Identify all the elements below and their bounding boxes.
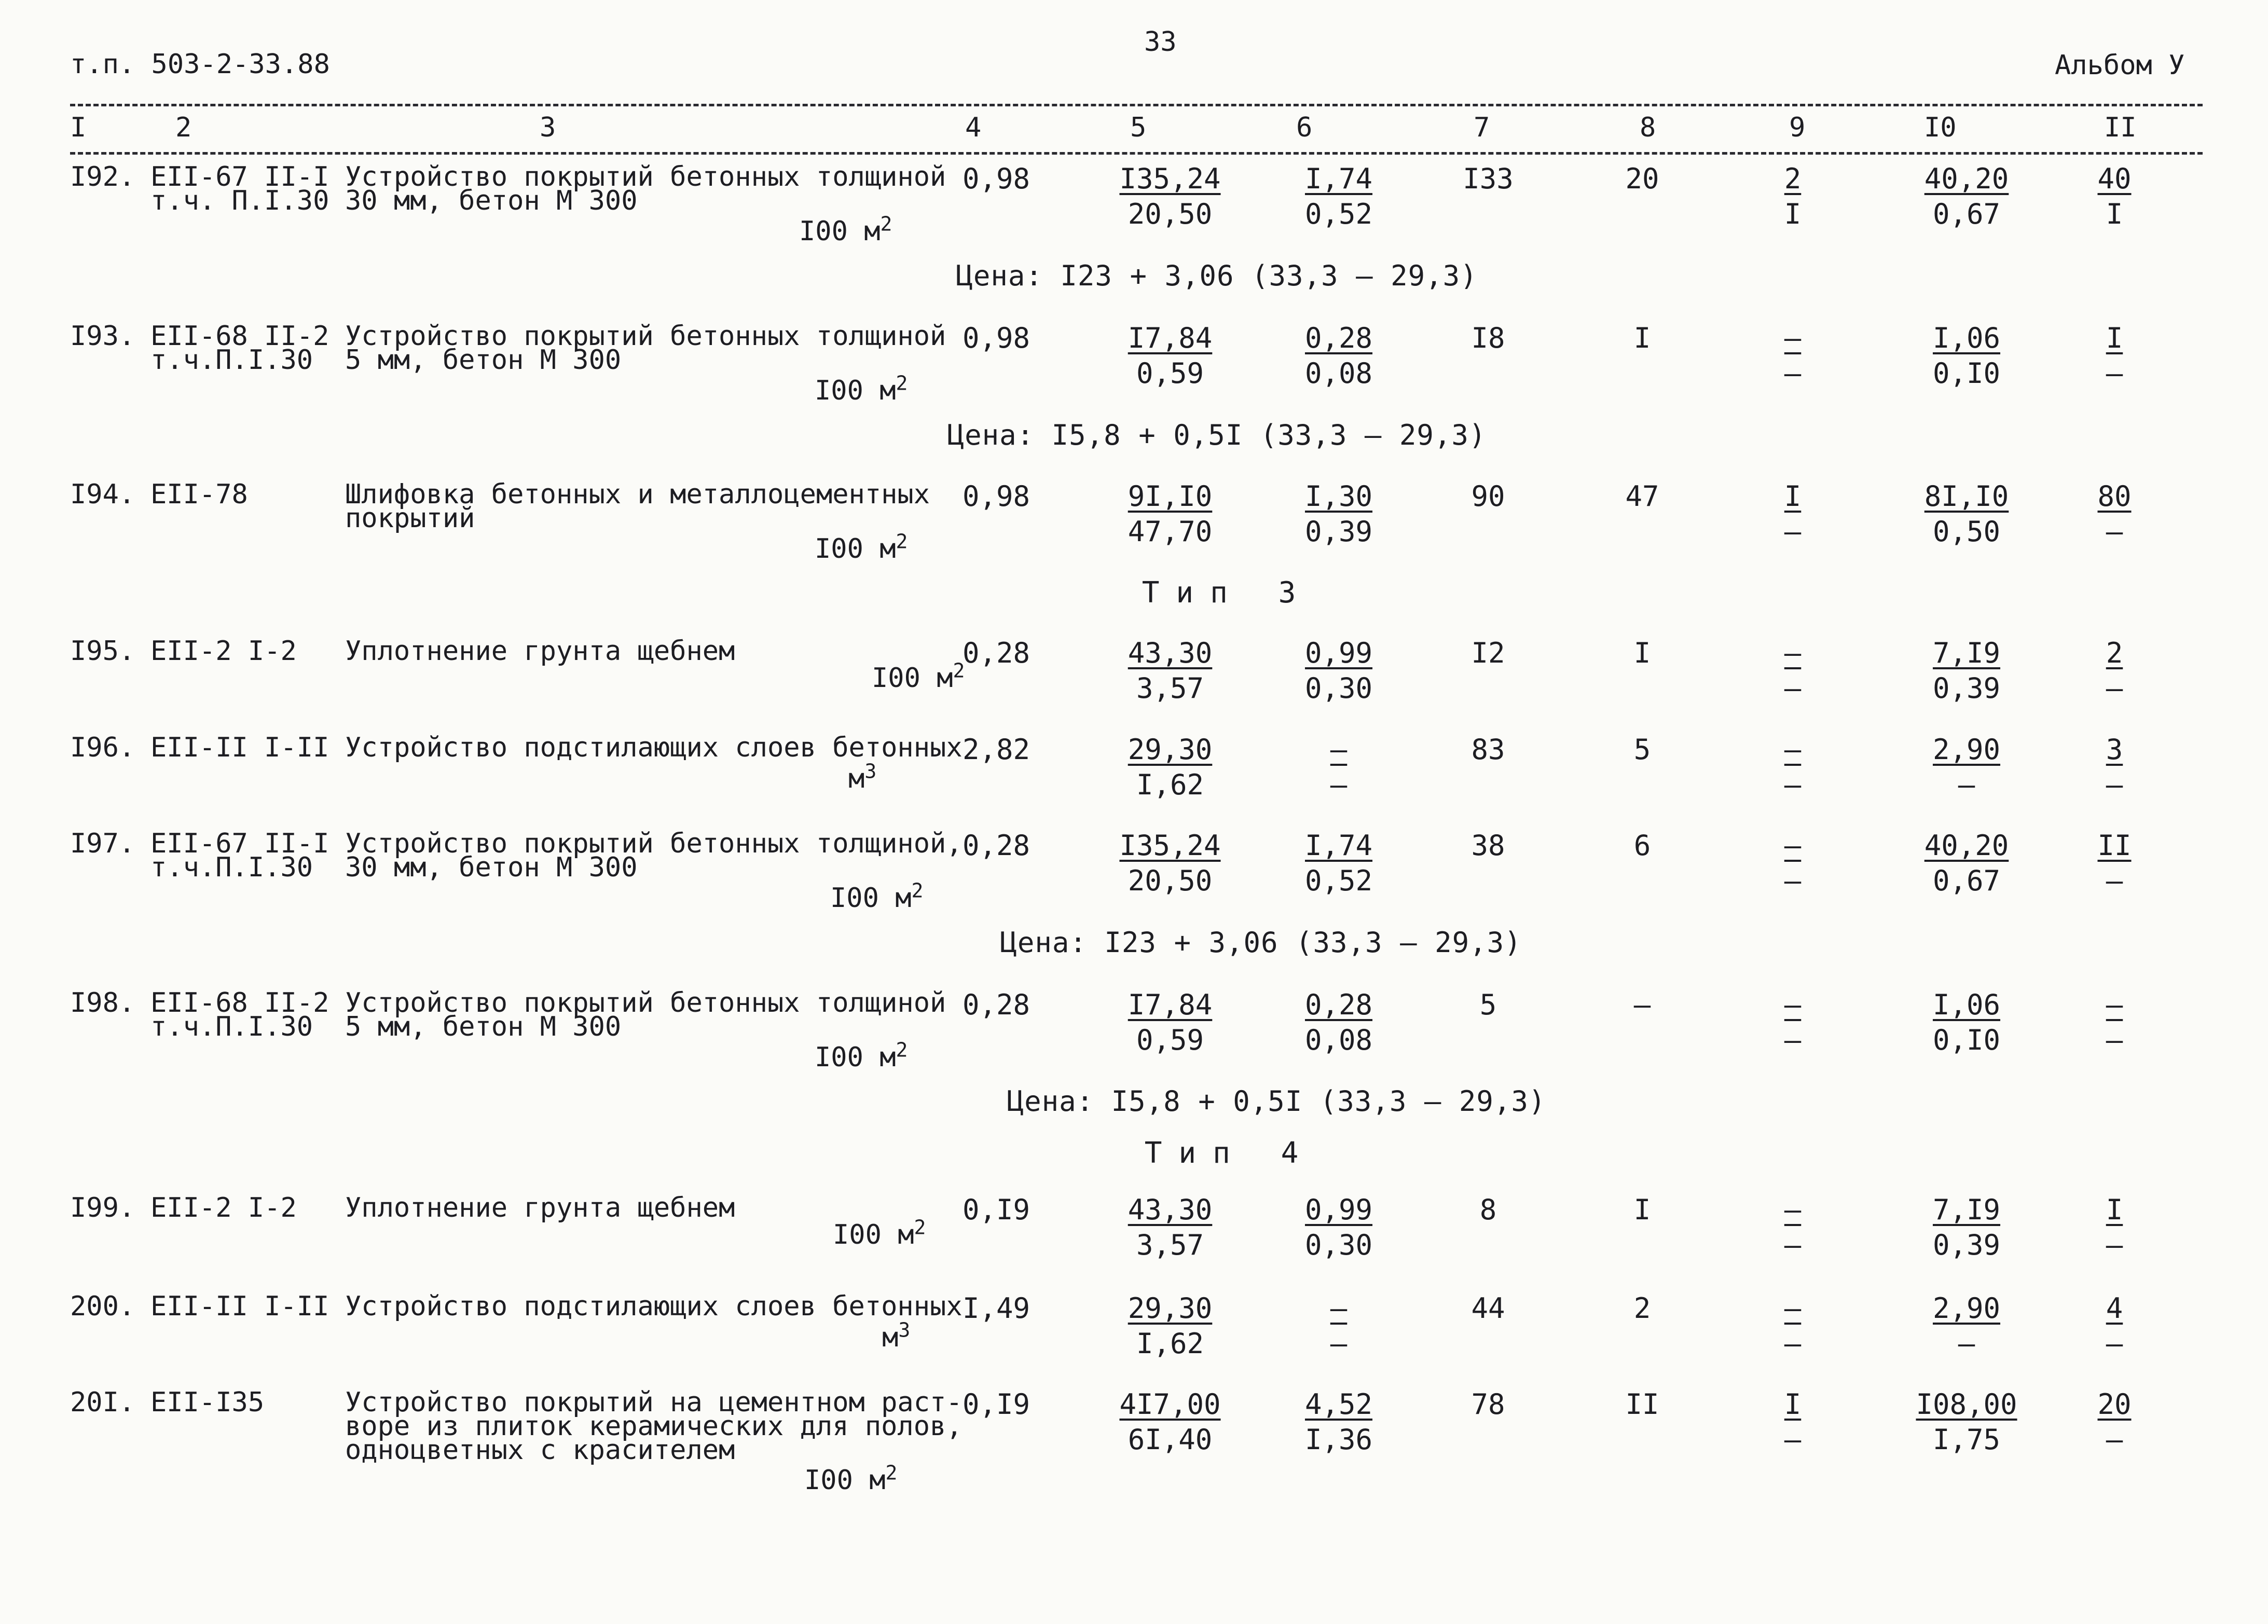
wages: 47 [1625, 480, 1659, 513]
norm-code: EII-78 [150, 479, 248, 510]
row-number: I93. [70, 321, 135, 352]
operation-cost-top: 4,52 [1304, 1388, 1373, 1421]
labor-hours-bottom: 0,I0 [1932, 1024, 2001, 1056]
operation-cost-bottom: 0,08 [1304, 1024, 1373, 1056]
labor-hours-bottom: 0,67 [1932, 198, 2001, 230]
labor-cost-machinists-bottom: – [1784, 864, 1802, 897]
measure-unit-power: 3 [898, 1318, 911, 1342]
measure-unit [833, 1216, 926, 1250]
norm-code: EII-II I-II [150, 732, 329, 763]
measure-unit-text: I00 м [799, 216, 881, 247]
wages: 6 [1633, 829, 1651, 862]
labor-cost-machinists-bottom: – [1784, 1024, 1802, 1056]
measure-unit [848, 760, 877, 794]
labor-total-top: II [2097, 829, 2132, 862]
row-number: I92. [70, 161, 135, 192]
measure-unit-text: I00 м [815, 533, 896, 565]
measure-unit [804, 1461, 898, 1496]
labor-hours-top: 8I,I0 [1924, 480, 2009, 513]
unit-cost-top: I7,84 [1128, 322, 1213, 354]
measure-unit-power: 2 [953, 659, 965, 682]
labor-total-bottom: – [2106, 515, 2123, 548]
total-cost: 8 [1479, 1193, 1497, 1226]
labor-total-top: 4 [2106, 1292, 2123, 1325]
unit-cost-bottom: 0,59 [1136, 1024, 1204, 1056]
unit-cost-top: 43,30 [1128, 1193, 1213, 1226]
labor-hours-bottom: 0,I0 [1932, 357, 2001, 390]
measure-unit-text: I00 м [833, 1219, 914, 1250]
labor-total-top: 80 [2097, 480, 2132, 513]
unit-cost-top: I35,24 [1119, 829, 1221, 862]
operation-cost-bottom: 0,30 [1304, 672, 1373, 705]
labor-total-top: 40 [2097, 162, 2132, 195]
col-header-11: II [2104, 112, 2137, 143]
wages: 2 [1633, 1292, 1651, 1325]
col-header-4: 4 [965, 112, 982, 143]
total-cost: 38 [1471, 829, 1505, 862]
labor-total-bottom: – [2106, 357, 2123, 390]
quantity: 0,28 [963, 829, 1030, 862]
operation-cost-bottom: – [1330, 1327, 1348, 1360]
norm-code: EII-68 II-2 т.ч.П.I.30 [150, 321, 329, 376]
labor-total-bottom: – [2106, 1024, 2123, 1056]
unit-cost-bottom: 20,50 [1128, 864, 1213, 897]
price-note: Цена: I5,8 + 0,5I (33,3 – 29,3) [1007, 1085, 1546, 1118]
measure-unit-power: 2 [896, 530, 908, 553]
total-cost: 90 [1471, 480, 1505, 513]
unit-cost-top: 4I7,00 [1119, 1388, 1221, 1421]
labor-total-bottom: – [2106, 1229, 2123, 1261]
labor-hours-bottom: 0,67 [1932, 864, 2001, 897]
unit-cost-bottom: 3,57 [1136, 1229, 1204, 1261]
labor-cost-machinists-bottom: – [1784, 672, 1802, 705]
measure-unit-power: 3 [864, 760, 877, 783]
labor-cost-machinists-top: I [1784, 1388, 1802, 1421]
total-cost: 44 [1471, 1292, 1505, 1325]
measure-unit-power: 2 [885, 1461, 898, 1484]
total-cost: I2 [1471, 637, 1505, 669]
measure-unit [872, 659, 965, 694]
section-type-heading: Тип 3 [1142, 576, 1313, 610]
measure-unit [815, 371, 908, 406]
labor-hours-top: 2,90 [1932, 1292, 2001, 1325]
row-number: I94. [70, 479, 135, 510]
norm-code: EII-II I-II [150, 1291, 329, 1322]
wages: 20 [1625, 162, 1659, 195]
unit-cost-top: 29,30 [1128, 1292, 1213, 1325]
wages: II [1625, 1388, 1659, 1421]
quantity: 2,82 [963, 733, 1030, 766]
labor-hours-bottom: 0,50 [1932, 515, 2001, 548]
col-header-1: I [70, 112, 87, 143]
labor-cost-machinists-top: – [1784, 1292, 1802, 1325]
row-number: I97. [70, 828, 135, 859]
norm-code: EII-67 II-I т.ч. П.I.30 [150, 161, 329, 216]
labor-total-top: I [2106, 1193, 2123, 1226]
work-description: Устройство покрытий бетонных толщиной 30 мм, бетон М 300 [345, 161, 946, 216]
norm-code: EII-I35 [150, 1387, 265, 1418]
labor-total-top: 3 [2106, 733, 2123, 766]
labor-cost-machinists-bottom: – [1784, 357, 1802, 390]
measure-unit-power: 2 [911, 879, 924, 902]
unit-cost-top: 9I,I0 [1128, 480, 1213, 513]
quantity: 0,28 [963, 637, 1030, 669]
operation-cost-top: I,74 [1304, 829, 1373, 862]
operation-cost-bottom: 0,30 [1304, 1229, 1373, 1261]
price-note: Цена: I5,8 + 0,5I (33,3 – 29,3) [947, 419, 1487, 451]
measure-unit-text: I00 м [830, 883, 912, 914]
quantity: 0,28 [963, 988, 1030, 1021]
unit-cost-bottom: 3,57 [1136, 672, 1204, 705]
labor-cost-machinists-bottom: – [1784, 1327, 1802, 1360]
labor-total-top: I [2106, 322, 2123, 354]
work-description: Уплотнение грунта щебнем [345, 1192, 735, 1223]
operation-cost-bottom: I,36 [1304, 1423, 1373, 1456]
operation-cost-bottom: 0,52 [1304, 864, 1373, 897]
labor-hours-top: 40,20 [1924, 162, 2009, 195]
measure-unit-text: м [848, 763, 865, 794]
wages: I [1633, 322, 1651, 354]
labor-cost-machinists-bottom: – [1784, 768, 1802, 801]
labor-hours-top: 7,I9 [1932, 1193, 2001, 1226]
project-code: т.п. 503-2-33.88 [70, 49, 330, 80]
quantity: 0,I9 [963, 1388, 1030, 1421]
total-cost: I8 [1471, 322, 1505, 354]
measure-unit-power: 2 [914, 1216, 926, 1239]
unit-cost-bottom: 47,70 [1128, 515, 1213, 548]
operation-cost-bottom: 0,52 [1304, 198, 1373, 230]
labor-cost-machinists-bottom: – [1784, 515, 1802, 548]
work-description: Устройство покрытий бетонных толщиной 5 мм, бетон М 300 [345, 321, 946, 376]
operation-cost-bottom: 0,08 [1304, 357, 1373, 390]
measure-unit [830, 879, 924, 914]
operation-cost-top: 0,99 [1304, 1193, 1373, 1226]
labor-cost-machinists-top: – [1784, 733, 1802, 766]
labor-total-bottom: – [2106, 672, 2123, 705]
col-header-10: I0 [1924, 112, 1957, 143]
labor-cost-machinists-bottom: – [1784, 1423, 1802, 1456]
norm-code: EII-2 I-2 [150, 1192, 297, 1223]
price-note: Цена: I23 + 3,06 (33,3 – 29,3) [956, 259, 1478, 292]
labor-cost-machinists-top: – [1784, 988, 1802, 1021]
labor-hours-bottom: 0,39 [1932, 672, 2001, 705]
labor-hours-top: 2,90 [1932, 733, 2001, 766]
operation-cost-top: I,74 [1304, 162, 1373, 195]
labor-cost-machinists-top: 2 [1784, 162, 1802, 195]
total-cost: 5 [1479, 988, 1497, 1021]
total-cost: I33 [1463, 162, 1514, 195]
operation-cost-bottom: – [1330, 768, 1348, 801]
wages: – [1633, 988, 1651, 1021]
measure-unit-power: 2 [896, 371, 908, 395]
work-description: Устройство подстилающих слоев бетонных [345, 732, 963, 763]
unit-cost-bottom: I,62 [1136, 1327, 1204, 1360]
work-description: Устройство подстилающих слоев бетонных [345, 1291, 963, 1322]
labor-total-top: – [2106, 988, 2123, 1021]
measure-unit-text: I00 м [872, 663, 953, 694]
labor-cost-machinists-top: – [1784, 322, 1802, 354]
labor-hours-bottom: – [1958, 1327, 1975, 1360]
operation-cost-top: 0,28 [1304, 988, 1373, 1021]
labor-hours-top: I,06 [1932, 988, 2001, 1021]
measure-unit-text: I00 м [804, 1465, 886, 1496]
quantity: 0,I9 [963, 1193, 1030, 1226]
unit-cost-bottom: 0,59 [1136, 357, 1204, 390]
labor-cost-machinists-top: – [1784, 829, 1802, 862]
labor-total-top: 20 [2097, 1388, 2132, 1421]
work-description: Шлифовка бетонных и металлоцементных покрытий [345, 479, 930, 534]
unit-cost-top: I7,84 [1128, 988, 1213, 1021]
unit-cost-bottom: I,62 [1136, 768, 1204, 801]
labor-hours-bottom: 0,39 [1932, 1229, 2001, 1261]
measure-unit [799, 212, 892, 247]
labor-cost-machinists-bottom: – [1784, 1229, 1802, 1261]
row-number: I98. [70, 987, 135, 1019]
work-description: Уплотнение грунта щебнем [345, 636, 735, 667]
row-number: I99. [70, 1192, 135, 1223]
norm-code: EII-68 II-2 т.ч.П.I.30 [150, 987, 329, 1042]
norm-code: EII-2 I-2 [150, 636, 297, 667]
labor-hours-bottom: – [1958, 768, 1975, 801]
labor-total-bottom: I [2106, 198, 2123, 230]
quantity: I,49 [963, 1292, 1030, 1325]
quantity: 0,98 [963, 162, 1030, 195]
measure-unit-text: м [882, 1322, 899, 1353]
measure-unit-power: 2 [896, 1038, 908, 1062]
measure-unit [815, 1038, 908, 1073]
unit-cost-top: 43,30 [1128, 637, 1213, 669]
labor-total-bottom: – [2106, 1423, 2123, 1456]
measure-unit-text: I00 м [815, 1042, 896, 1073]
measure-unit-text: I00 м [815, 375, 896, 406]
labor-hours-top: I,06 [1932, 322, 2001, 354]
col-header-9: 9 [1789, 112, 1806, 143]
row-number: I96. [70, 732, 135, 763]
page-number: 33 [1144, 26, 1177, 58]
labor-hours-top: 7,I9 [1932, 637, 2001, 669]
labor-hours-top: I08,00 [1916, 1388, 2017, 1421]
labor-hours-bottom: I,75 [1932, 1423, 2001, 1456]
col-header-2: 2 [175, 112, 192, 143]
col-header-7: 7 [1474, 112, 1490, 143]
labor-cost-machinists-top: – [1784, 1193, 1802, 1226]
total-cost: 83 [1471, 733, 1505, 766]
album-label: Альбом У [2055, 50, 2185, 81]
operation-cost-top: I,30 [1304, 480, 1373, 513]
price-note: Цена: I23 + 3,06 (33,3 – 29,3) [1000, 926, 1522, 959]
work-description: Устройство покрытий на цементном раст- воре из плиток керамических для полов, одноцветных с красителем [345, 1387, 963, 1466]
operation-cost-top: – [1330, 1292, 1348, 1325]
unit-cost-bottom: 6I,40 [1128, 1423, 1213, 1456]
measure-unit-power: 2 [880, 212, 892, 236]
operation-cost-top: – [1330, 733, 1348, 766]
quantity: 0,98 [963, 480, 1030, 513]
operation-cost-top: 0,99 [1304, 637, 1373, 669]
work-description: Устройство покрытий бетонных толщиной, 30 мм, бетон М 300 [345, 828, 963, 883]
operation-cost-bottom: 0,39 [1304, 515, 1373, 548]
norm-code: EII-67 II-I т.ч.П.I.30 [150, 828, 329, 883]
unit-cost-top: 29,30 [1128, 733, 1213, 766]
header-rule-bottom [70, 152, 2203, 155]
operation-cost-top: 0,28 [1304, 322, 1373, 354]
labor-total-bottom: – [2106, 1327, 2123, 1360]
labor-total-bottom: – [2106, 768, 2123, 801]
header-rule-top [70, 104, 2203, 106]
labor-total-top: 2 [2106, 637, 2123, 669]
wages: I [1633, 637, 1651, 669]
unit-cost-bottom: 20,50 [1128, 198, 1213, 230]
labor-cost-machinists-top: – [1784, 637, 1802, 669]
row-number: I95. [70, 636, 135, 667]
labor-total-bottom: – [2106, 864, 2123, 897]
col-header-8: 8 [1640, 112, 1656, 143]
measure-unit [882, 1318, 911, 1353]
total-cost: 78 [1471, 1388, 1505, 1421]
labor-hours-top: 40,20 [1924, 829, 2009, 862]
labor-cost-machinists-top: I [1784, 480, 1802, 513]
wages: 5 [1633, 733, 1651, 766]
measure-unit [815, 530, 908, 565]
row-number: 20I. [70, 1387, 135, 1418]
wages: I [1633, 1193, 1651, 1226]
col-header-5: 5 [1130, 112, 1147, 143]
section-type-heading: Тип 4 [1144, 1136, 1315, 1170]
work-description: Устройство покрытий бетонных толщиной 5 мм, бетон М 300 [345, 987, 946, 1042]
col-header-3: 3 [540, 112, 556, 143]
unit-cost-top: I35,24 [1119, 162, 1221, 195]
col-header-6: 6 [1296, 112, 1313, 143]
row-number: 200. [70, 1291, 135, 1322]
labor-cost-machinists-bottom: I [1784, 198, 1802, 230]
quantity: 0,98 [963, 322, 1030, 354]
